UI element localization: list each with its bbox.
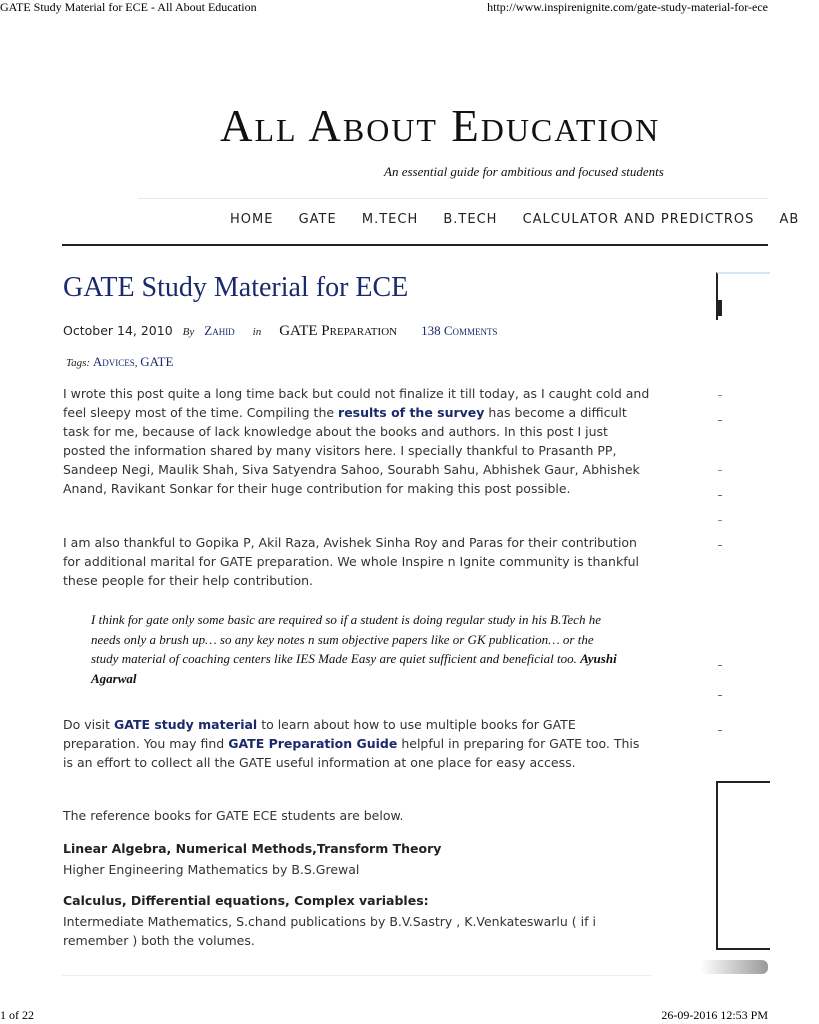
gate-preparation-guide-link[interactable]: GATE Preparation Guide — [228, 736, 398, 751]
nav-top-divider — [138, 198, 768, 199]
tags-label: Tags: — [66, 357, 91, 369]
sidebar-bullet — [718, 395, 722, 396]
sidebar-bullet — [718, 520, 722, 521]
main-nav — [230, 212, 800, 227]
post-category-link[interactable]: GATE Preparation — [279, 323, 398, 339]
post-title[interactable]: GATE Study Material for ECE — [63, 272, 409, 303]
print-url: http://www.inspirenignite.com/gate-study-material-for-ece — [487, 0, 768, 14]
in-label: in — [252, 326, 262, 338]
nav-item-mtech[interactable]: M.TECH — [361, 212, 419, 227]
content-bottom-divider — [62, 975, 652, 976]
post-date: October 14, 2010 — [63, 323, 173, 338]
print-title: GATE Study Material for ECE - All About Education — [0, 0, 257, 14]
visit-text-1: Do visit — [63, 717, 114, 732]
paragraph-intro — [63, 384, 653, 498]
sidebar-search-box[interactable] — [716, 272, 770, 320]
print-page-number: 1 of 22 — [0, 1008, 34, 1022]
sidebar-bullet — [718, 470, 722, 471]
site-title[interactable]: All About Education — [220, 101, 661, 151]
intro-text-1: I wrote this post quite a long time back but could not finalize it till today, as I caught cold and feel sleepy most of the time. Compiling the — [63, 386, 650, 420]
nav-item-home[interactable]: HOME — [230, 212, 274, 227]
quote-text: I think for gate only some basic are required so if a student is doing regular study in his B.Tech he needs only a brush up… so any key notes n sum objective papers like or GK publication… or the study material of coaching centers like IES Made Easy are quiet sufficient and beneficial too. — [91, 612, 601, 666]
print-datetime: 26-09-2016 12:53 PM — [661, 1008, 768, 1022]
survey-results-link[interactable]: results of the survey — [338, 405, 485, 420]
visit-text-3: helpful in preparing for GATE too. This is an effort to collect all the GATE useful information at one place for easy access. — [63, 736, 640, 770]
section-body-calculus: Intermediate Mathematics, S.chand publications by B.V.Sastry , K.Venkateswarlu ( if i remember ) both the volumes. — [63, 914, 596, 948]
sidebar-widget-frame — [716, 781, 770, 950]
nav-item-gate[interactable]: GATE — [298, 212, 337, 227]
by-label: By — [182, 326, 195, 338]
sidebar-search-edge — [718, 300, 722, 316]
tag-advices[interactable]: Advices — [92, 354, 135, 369]
post-tags: Tags: Advices, GATE — [66, 354, 174, 369]
nav-item-about[interactable]: AB — [779, 212, 800, 227]
nav-bottom-divider — [62, 244, 768, 246]
blockquote — [91, 610, 621, 688]
sidebar-bullet — [718, 545, 722, 546]
paragraph-reference-intro: The reference books for GATE ECE students are below. — [63, 808, 404, 823]
paragraph-thanks: I am also thankful to Gopika P, Akil Raza, Avishek Sinha Roy and Paras for their contribution for additional marital for GATE preparation. We whole Inspire n Ignite community is thankful these people for their help contribution. — [63, 535, 639, 588]
paragraph-visit — [63, 715, 653, 772]
section-heading-linear-algebra: Linear Algebra, Numerical Methods,Transform Theory — [63, 841, 442, 856]
post-meta — [63, 323, 498, 340]
nav-item-calculator[interactable]: CALCULATOR AND PREDICTROS — [522, 212, 755, 227]
section-heading-calculus: Calculus, Differential equations, Complex variables: — [63, 893, 429, 908]
sidebar-bullet — [718, 420, 722, 421]
visit-text-2: to learn about how to use multiple books for GATE preparation. You may find — [63, 717, 576, 751]
quote-author: Ayushi Agarwal — [91, 651, 617, 686]
nav-item-btech[interactable]: B.TECH — [443, 212, 498, 227]
section-body-linear-algebra: Higher Engineering Mathematics by B.S.Grewal — [63, 862, 360, 877]
sidebar-bullet — [718, 495, 722, 496]
sidebar-bullet — [718, 695, 722, 696]
gate-study-material-link[interactable]: GATE study material — [113, 717, 258, 732]
sidebar-bullet — [718, 665, 722, 666]
intro-text-2: has become a difficult task for me, because of lack knowledge about the books and authors. In this post I just posted the information shared by many visitors here. I specially thankful to Prasanth PP, Sandeep Negi, Maulik Shah, Siva Satyendra Sahoo, Sourabh Sahu, Abhishek Gaur, Abhishek Anand, Ravikant Sonkar for their huge contribution for making this post possible. — [63, 405, 640, 496]
comments-link[interactable]: 138 Comments — [421, 323, 498, 338]
tag-gate[interactable]: GATE — [140, 354, 174, 369]
sidebar-bullet — [718, 730, 722, 731]
site-tagline: An essential guide for ambitious and focused students — [384, 164, 664, 179]
sidebar-scroll-shadow — [700, 960, 768, 974]
post-author-link[interactable]: Zahid — [204, 323, 235, 338]
